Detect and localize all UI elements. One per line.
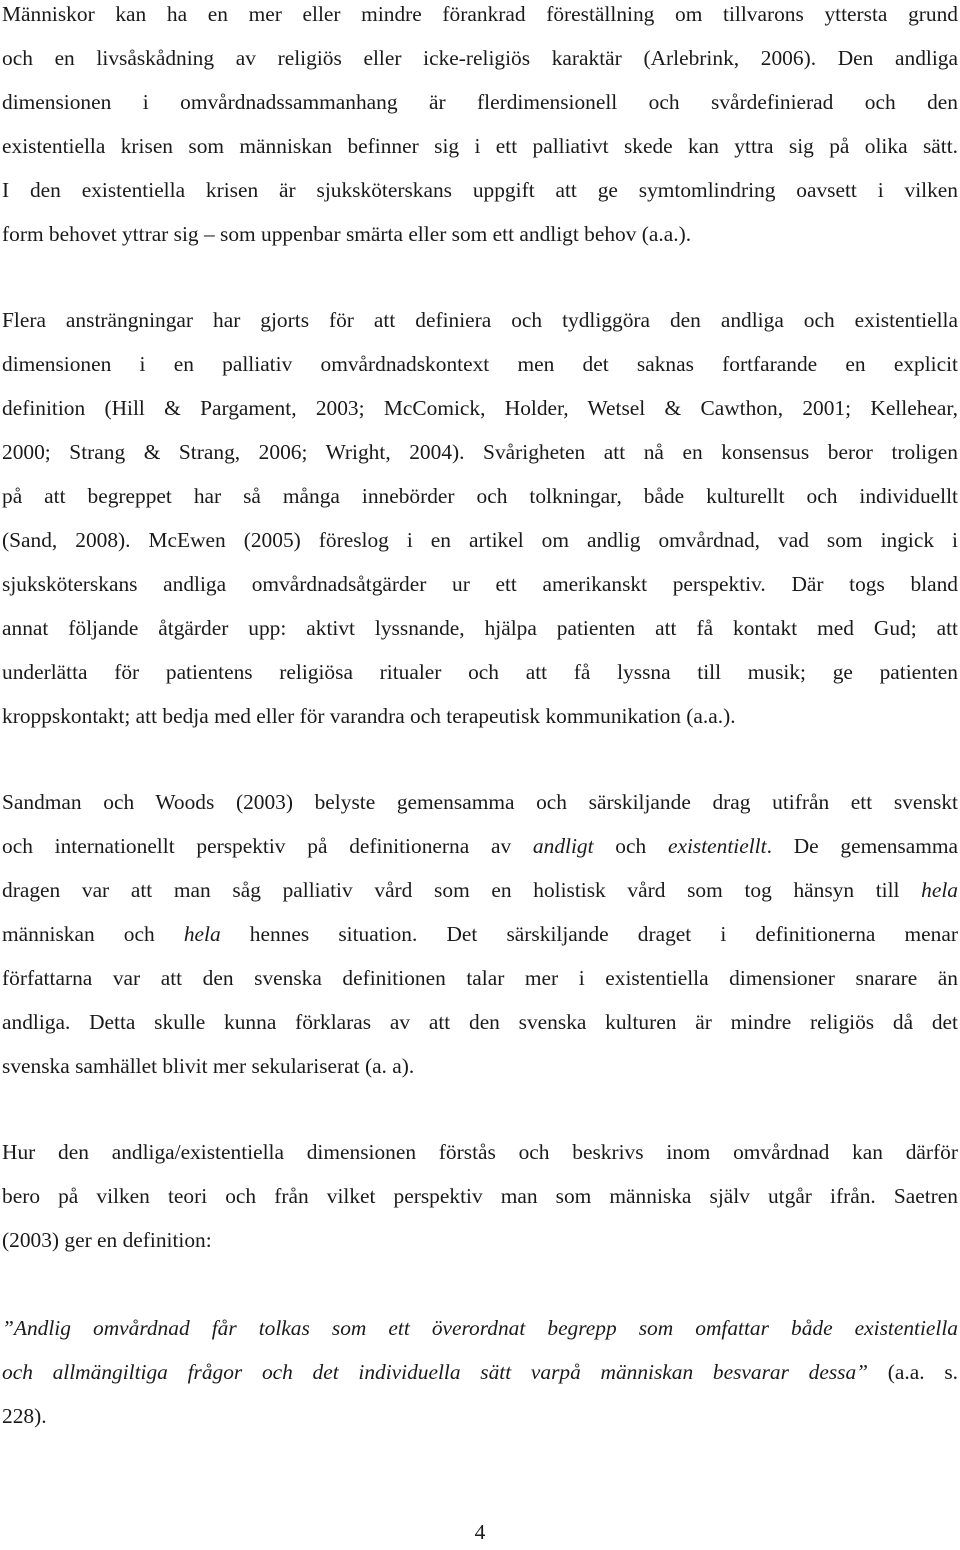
text-line: Hur den andliga/existentiella dimensionen förstås och beskrivs inom omvårdnad kan därför — [2, 1140, 958, 1164]
text-line: Flera ansträngningar har gjorts för att definiera och tydliggöra den andliga och existentiella — [2, 308, 958, 332]
text-line: Sandman och Woods (2003) belyste gemensamma och särskiljande drag utifrån ett svenskt — [2, 790, 958, 814]
text-line: form behovet yttrar sig – som uppenbar smärta eller som ett andligt behov (a.a.). — [2, 222, 692, 246]
text-line: (Sand, 2008). McEwen (2005) föreslog i en artikel om andlig omvårdnad, vad som ingick i — [2, 528, 958, 552]
text-line: existentiella krisen som människan befinner sig i ett palliativt skede kan yttra sig på olika sätt. — [2, 134, 958, 158]
text-line: I den existentiella krisen är sjuksköterskans uppgift att ge symtomlindring oavsett i vilken — [2, 178, 958, 202]
text-line: bero på vilken teori och från vilket perspektiv man som människa själv utgår ifrån. Saetren — [2, 1184, 958, 1208]
text-line: Människor kan ha en mer eller mindre förankrad föreställning om tillvarons yttersta grund — [2, 2, 958, 26]
text-line: och en livsåskådning av religiös eller icke-religiös karaktär (Arlebrink, 2006). Den andliga — [2, 46, 958, 70]
text-line: sjuksköterskans andliga omvårdnadsåtgärder ur ett amerikanskt perspektiv. Där togs bland — [2, 572, 958, 596]
text-line: svenska samhället blivit mer sekulariserat (a. a). — [2, 1054, 415, 1078]
text-line: (2003) ger en definition: — [2, 1228, 212, 1252]
text-line: definition (Hill & Pargament, 2003; McComick, Holder, Wetsel & Cawthon, 2001; Kellehear, — [2, 396, 958, 420]
text-line: dimensionen i en palliativ omvårdnadskontext men det saknas fortfarande en explicit — [2, 352, 958, 376]
text-line: författarna var att den svenska definitionen talar mer i existentiella dimensioner snarare än — [2, 966, 958, 990]
text-line: människan och hela hennes situation. Det särskiljande draget i definitionerna menar — [2, 922, 958, 946]
text-line: dragen var att man såg palliativ vård som en holistisk vård som tog hänsyn till hela — [2, 878, 958, 902]
text-line: underlätta för patientens religiösa ritualer och att få lyssna till musik; ge patienten — [2, 660, 958, 684]
text-line: kroppskontakt; att bedja med eller för varandra och terapeutisk kommunikation (a.a.). — [2, 704, 736, 728]
text-line: på att begreppet har så många innebörder och tolkningar, både kulturellt och individuellt — [2, 484, 958, 508]
text-line: och internationellt perspektiv på definitionerna av andligt och existentiellt. De gemensamma — [2, 834, 959, 858]
page-number: 4 — [474, 1520, 486, 1544]
text-line: 2000; Strang & Strang, 2006; Wright, 2004). Svårigheten att nå en konsensus beror troligen — [2, 440, 958, 464]
quote-line: ”Andlig omvårdnad får tolkas som ett överordnat begrepp som omfattar både existentiella — [2, 1316, 958, 1340]
text-line: andliga. Detta skulle kunna förklaras av att den svenska kulturen är mindre religiös då det — [2, 1010, 958, 1034]
text-line: annat följande åtgärder upp: aktivt lyssnande, hjälpa patienten att få kontakt med Gud; att — [2, 616, 958, 640]
citation-line: 228). — [2, 1404, 47, 1428]
quote-line: och allmängiltiga frågor och det individuella sätt varpå människan besvarar dessa” (a.a. s. — [2, 1360, 958, 1384]
text-line: dimensionen i omvårdnadssammanhang är flerdimensionell och svårdefinierad och den — [2, 90, 958, 114]
